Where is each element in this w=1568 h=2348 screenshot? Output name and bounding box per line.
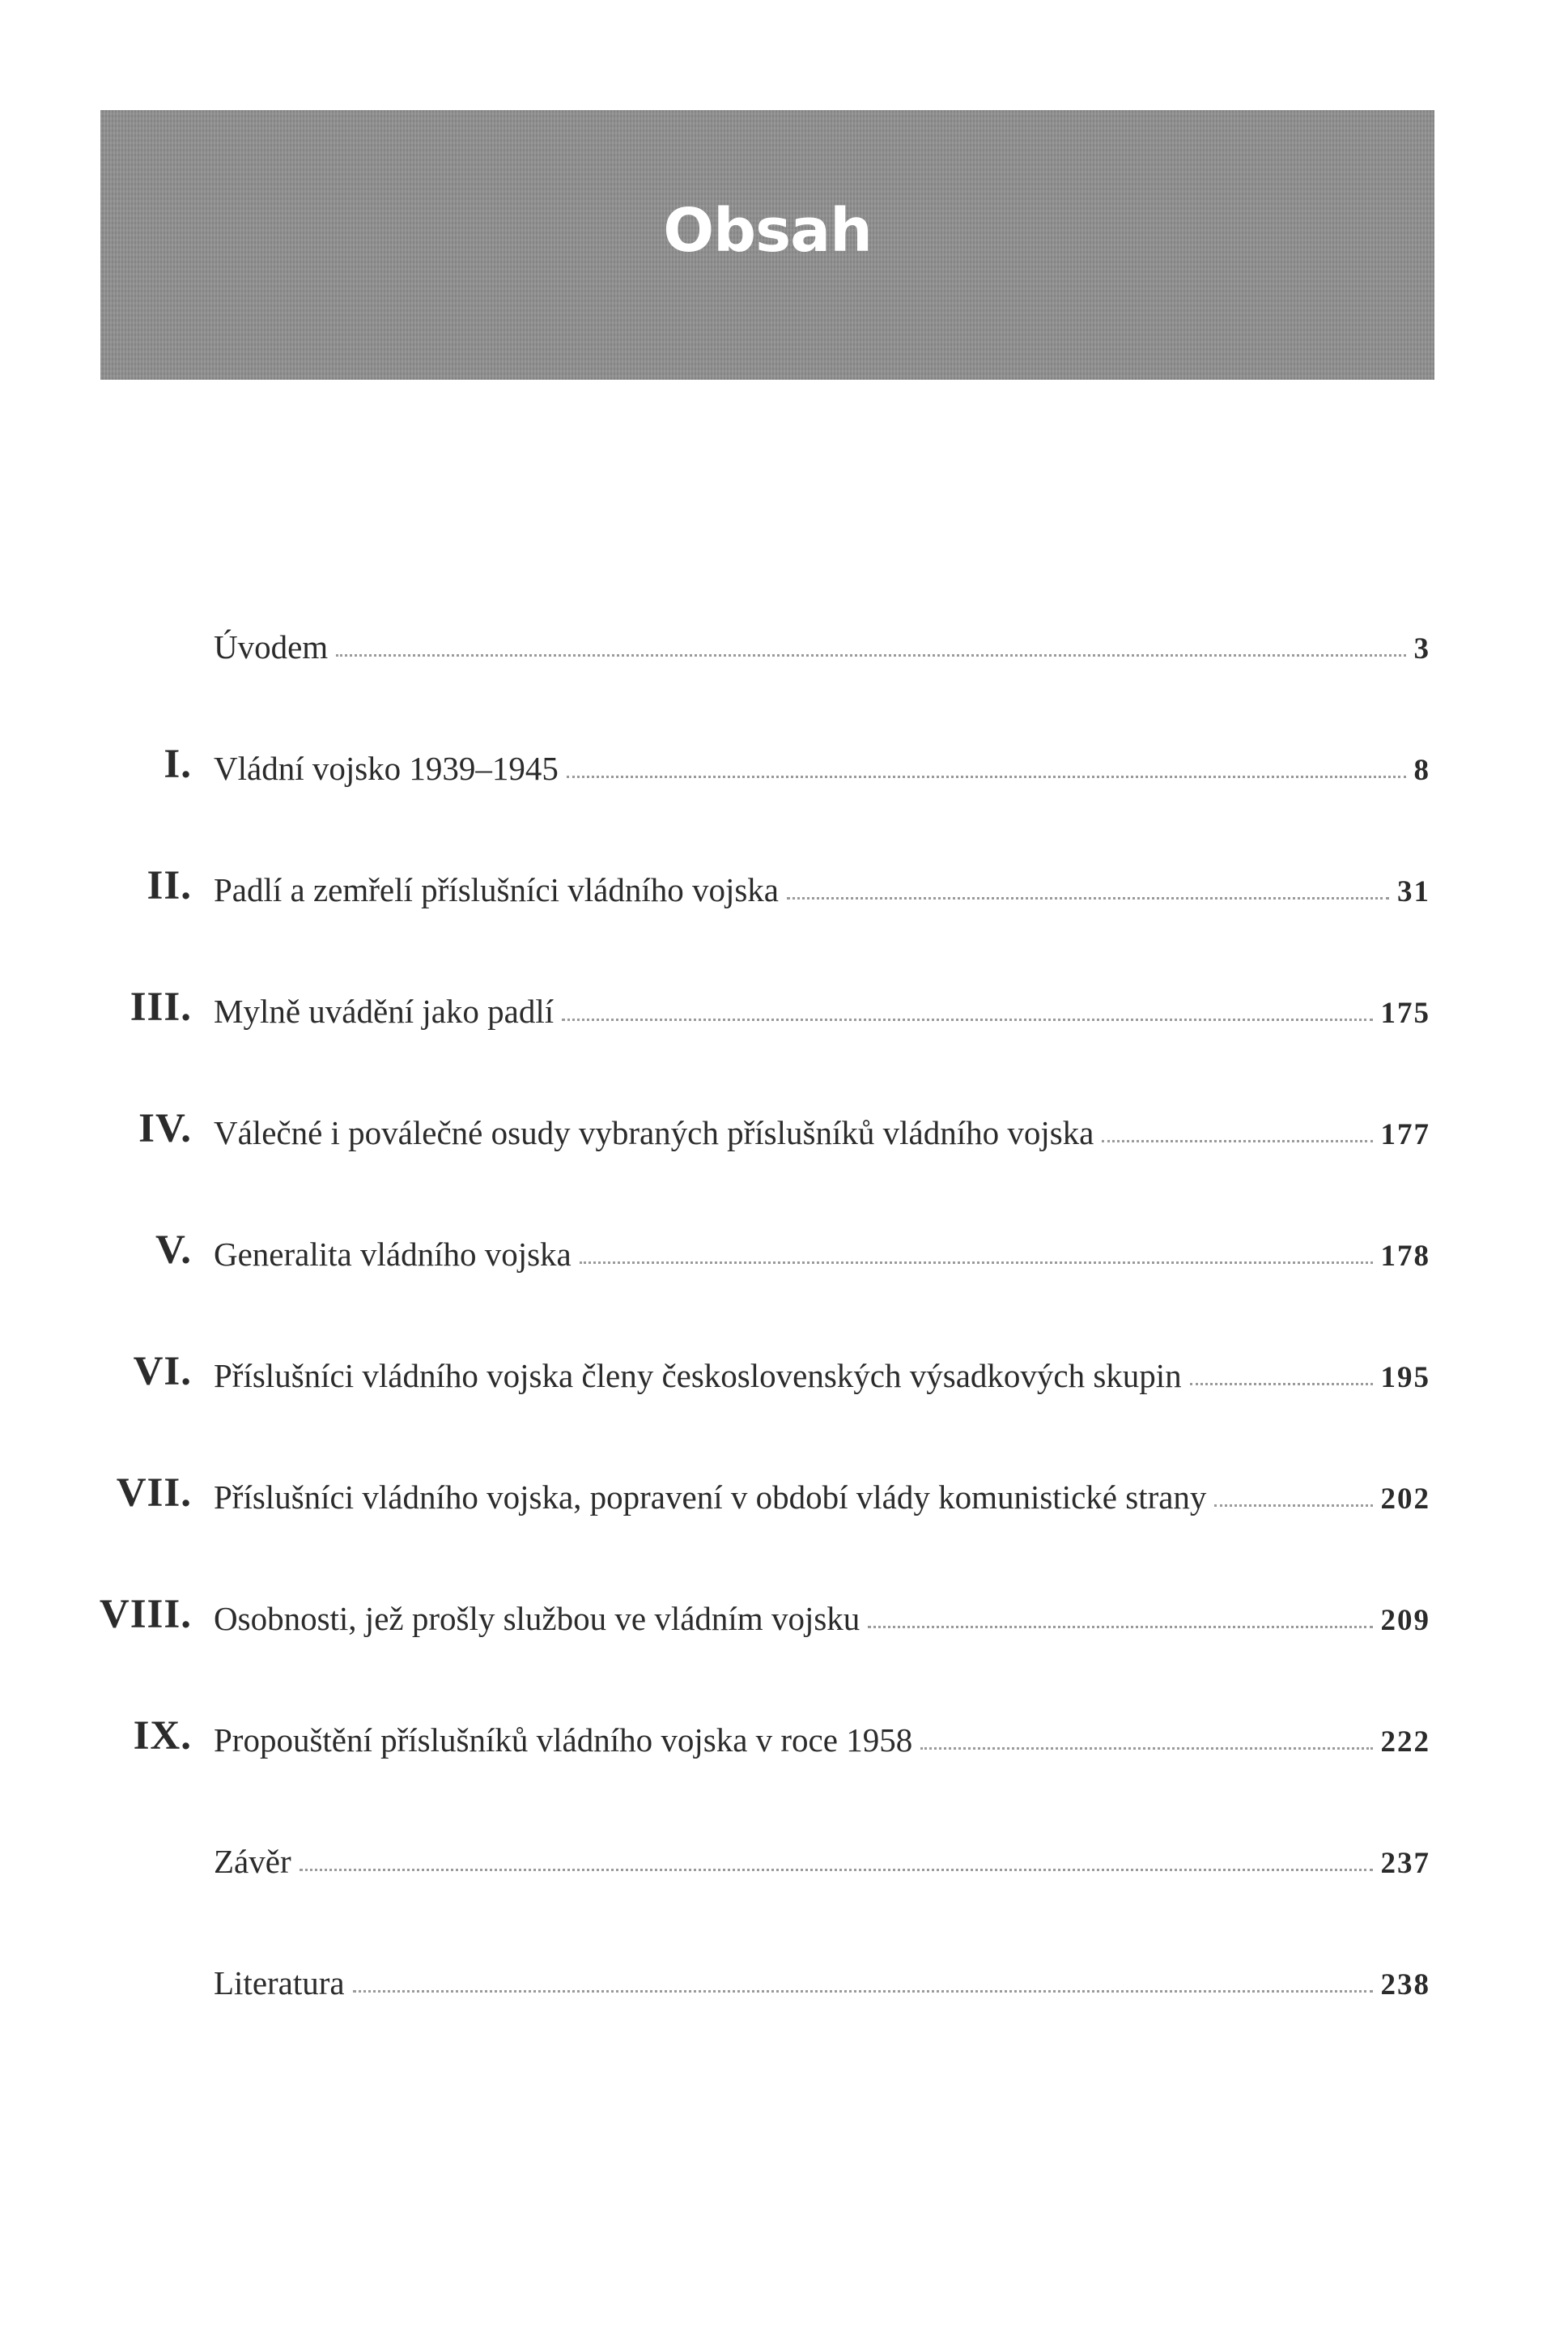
toc-title: Příslušníci vládního vojska členy československých výsadkových skupin: [214, 1357, 1182, 1394]
dot-leader: [868, 1626, 1372, 1628]
toc-entry-9[interactable]: [0, 1708, 1568, 1765]
toc-numeral: IX.: [133, 1713, 192, 1759]
toc-entry-8[interactable]: [0, 1587, 1568, 1644]
toc-title: Mylně uvádění jako padlí: [214, 993, 555, 1030]
toc-entry-literatura[interactable]: [0, 1951, 1568, 2008]
toc-page-number: 178: [1380, 1240, 1430, 1273]
dot-leader: [1190, 1383, 1373, 1385]
toc-numeral: III.: [130, 985, 192, 1030]
toc-entry-uvodem[interactable]: [0, 615, 1568, 672]
toc-page-number: 3: [1413, 632, 1430, 666]
toc-title: Úvodem: [214, 628, 329, 666]
toc-entry-zaver[interactable]: [0, 1830, 1568, 1886]
dot-leader: [1214, 1504, 1372, 1507]
toc-page-number: 195: [1380, 1361, 1430, 1394]
toc-page-number: 238: [1380, 1968, 1430, 2001]
toc-entry-7[interactable]: [0, 1465, 1568, 1522]
toc-title: Osobnosti, jež prošly službou ve vládním vojsku: [214, 1600, 860, 1637]
toc-page-number: 177: [1380, 1118, 1430, 1151]
dot-leader: [567, 776, 1406, 778]
toc-page-number: 31: [1397, 875, 1430, 908]
toc-page-number: 237: [1380, 1847, 1430, 1880]
toc-page-number: 222: [1380, 1725, 1430, 1759]
dot-leader: [562, 1019, 1372, 1021]
toc-entry-6[interactable]: [0, 1344, 1568, 1401]
dot-leader: [353, 1990, 1373, 1993]
toc-numeral: II.: [147, 863, 192, 908]
toc-title: Generalita vládního vojska: [214, 1236, 572, 1273]
toc-numeral: I.: [164, 742, 192, 787]
dot-leader: [336, 654, 1405, 657]
toc-entry-3[interactable]: [0, 980, 1568, 1036]
toc-numeral: VIII.: [99, 1592, 192, 1637]
toc-page-number: 209: [1380, 1604, 1430, 1637]
dot-leader: [580, 1261, 1373, 1264]
dot-leader: [1102, 1140, 1372, 1142]
toc-numeral: IV.: [138, 1106, 192, 1151]
page-title: Obsah: [663, 195, 872, 266]
toc-title: Válečné i poválečné osudy vybraných příslušníků vládního vojska: [214, 1114, 1094, 1151]
toc-numeral: VI.: [133, 1349, 192, 1394]
toc-page-number: 175: [1380, 997, 1430, 1030]
toc-entry-5[interactable]: [0, 1223, 1568, 1279]
toc-title: Závěr: [214, 1843, 291, 1880]
toc-title: Literatura: [214, 1964, 345, 2001]
toc-title: Padlí a zemřelí příslušníci vládního vojska: [214, 871, 780, 908]
toc-page-number: 8: [1413, 754, 1430, 787]
toc-title: Propouštění příslušníků vládního vojska v roce 1958: [214, 1721, 913, 1759]
dot-leader: [300, 1869, 1373, 1871]
toc-entry-2[interactable]: [0, 858, 1568, 915]
toc-page-number: 202: [1380, 1482, 1430, 1516]
dot-leader: [920, 1747, 1372, 1750]
toc-numeral: VII.: [116, 1470, 192, 1516]
toc-entry-1[interactable]: [0, 737, 1568, 793]
toc-entry-4[interactable]: [0, 1101, 1568, 1158]
toc-title: Příslušníci vládního vojska, popravení v období vlády komunistické strany: [214, 1478, 1207, 1516]
dot-leader: [787, 897, 1389, 900]
toc-title: Vládní vojsko 1939–1945: [214, 750, 559, 787]
toc-numeral: V.: [155, 1227, 192, 1273]
